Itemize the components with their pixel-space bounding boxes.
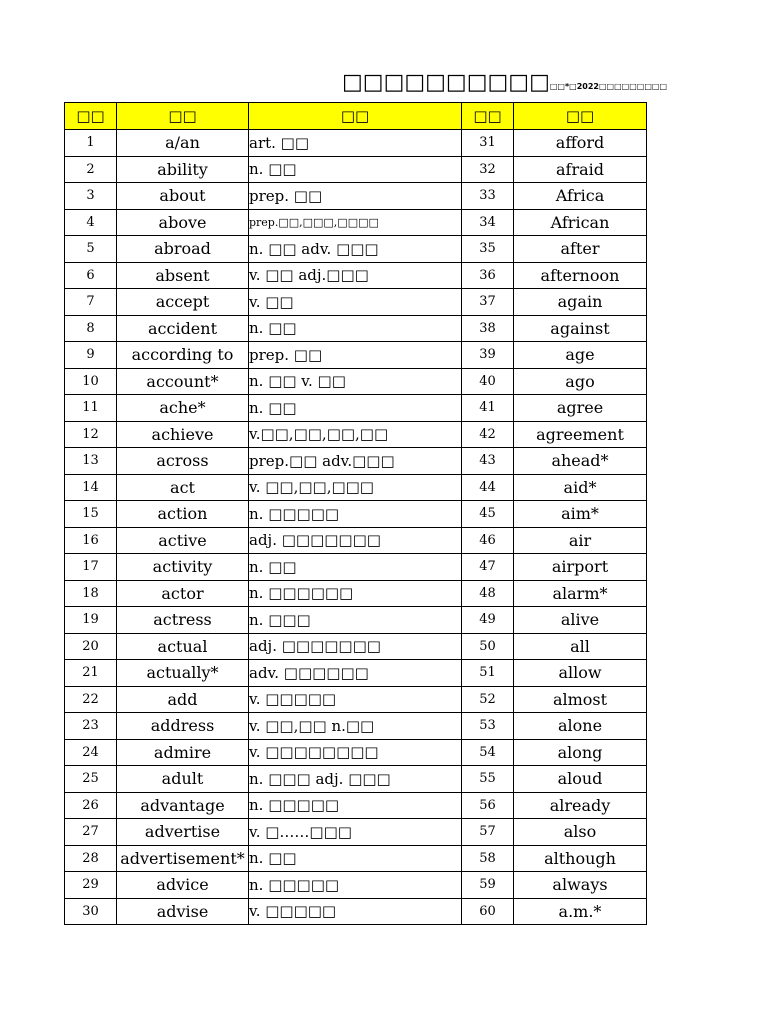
row-number: 22	[65, 686, 117, 713]
row-number: 28	[65, 845, 117, 872]
header-number: □□	[65, 103, 117, 130]
row-number-2: 43	[462, 448, 514, 475]
row-number: 11	[65, 395, 117, 422]
row-number-2: 53	[462, 713, 514, 740]
row-word: abroad	[117, 236, 249, 263]
table-row	[65, 262, 647, 289]
row-number: 1	[65, 130, 117, 157]
row-number-2: 31	[462, 130, 514, 157]
row-number: 7	[65, 289, 117, 316]
row-meaning: n. □□□□□	[249, 792, 462, 819]
table-row	[65, 872, 647, 899]
table-row	[65, 130, 647, 157]
table-row	[65, 660, 647, 687]
row-word: actor	[117, 580, 249, 607]
row-number-2: 38	[462, 315, 514, 342]
row-word-2: a.m.*	[514, 898, 647, 925]
row-word-2: although	[514, 845, 647, 872]
row-number: 14	[65, 474, 117, 501]
row-number-2: 40	[462, 368, 514, 395]
row-word-2: alarm*	[514, 580, 647, 607]
row-number-2: 39	[462, 342, 514, 369]
row-number: 10	[65, 368, 117, 395]
row-meaning: n. □□ adv. □□□	[249, 236, 462, 263]
row-word: advertisement*	[117, 845, 249, 872]
table-row	[65, 713, 647, 740]
row-word: absent	[117, 262, 249, 289]
table-row	[65, 766, 647, 793]
row-word: accident	[117, 315, 249, 342]
row-number-2: 58	[462, 845, 514, 872]
row-number: 23	[65, 713, 117, 740]
row-number: 5	[65, 236, 117, 263]
row-meaning: n. □□ v. □□	[249, 368, 462, 395]
row-meaning: n. □□	[249, 395, 462, 422]
table-row	[65, 845, 647, 872]
table-row	[65, 527, 647, 554]
header-word: □□	[117, 103, 249, 130]
table-row	[65, 289, 647, 316]
table-row	[65, 183, 647, 210]
row-meaning: n. □□□□□	[249, 872, 462, 899]
row-word-2: along	[514, 739, 647, 766]
table-row	[65, 686, 647, 713]
row-word: a/an	[117, 130, 249, 157]
row-meaning: prep. □□	[249, 183, 462, 210]
row-word: adult	[117, 766, 249, 793]
row-number: 8	[65, 315, 117, 342]
row-word: according to	[117, 342, 249, 369]
row-word-2: always	[514, 872, 647, 899]
row-word-2: ago	[514, 368, 647, 395]
row-meaning: n. □□	[249, 315, 462, 342]
table-row	[65, 792, 647, 819]
header-number-2: □□	[462, 103, 514, 130]
row-number: 24	[65, 739, 117, 766]
row-word-2: aim*	[514, 501, 647, 528]
row-word: achieve	[117, 421, 249, 448]
row-meaning: art. □□	[249, 130, 462, 157]
row-word-2: afford	[514, 130, 647, 157]
row-number-2: 52	[462, 686, 514, 713]
row-meaning: v. □□ adj.□□□	[249, 262, 462, 289]
row-word: above	[117, 209, 249, 236]
row-number: 20	[65, 633, 117, 660]
row-meaning: v. □□□□□	[249, 686, 462, 713]
row-number-2: 45	[462, 501, 514, 528]
row-word-2: all	[514, 633, 647, 660]
row-number-2: 34	[462, 209, 514, 236]
row-number: 18	[65, 580, 117, 607]
row-word: about	[117, 183, 249, 210]
row-word: actress	[117, 607, 249, 634]
row-word-2: agreement	[514, 421, 647, 448]
table-row	[65, 580, 647, 607]
row-word: across	[117, 448, 249, 475]
row-word-2: air	[514, 527, 647, 554]
table-row	[65, 236, 647, 263]
row-number-2: 47	[462, 554, 514, 581]
row-number-2: 60	[462, 898, 514, 925]
row-word-2: allow	[514, 660, 647, 687]
title-main: □□□□□□□□□□	[342, 70, 550, 95]
row-number-2: 37	[462, 289, 514, 316]
row-meaning: n. □□□ adj. □□□	[249, 766, 462, 793]
row-word-2: afraid	[514, 156, 647, 183]
row-number-2: 57	[462, 819, 514, 846]
row-number-2: 41	[462, 395, 514, 422]
row-word-2: agree	[514, 395, 647, 422]
row-word: advertise	[117, 819, 249, 846]
table-row	[65, 898, 647, 925]
header-row	[65, 103, 647, 130]
row-word-2: against	[514, 315, 647, 342]
row-word-2: after	[514, 236, 647, 263]
table-row	[65, 633, 647, 660]
row-meaning: n. □□	[249, 156, 462, 183]
row-number: 13	[65, 448, 117, 475]
header-word-2: □□	[514, 103, 647, 130]
table-row	[65, 156, 647, 183]
row-meaning: n. □□	[249, 554, 462, 581]
row-number: 2	[65, 156, 117, 183]
table-row	[65, 739, 647, 766]
row-number-2: 49	[462, 607, 514, 634]
table-row	[65, 421, 647, 448]
row-word-2: also	[514, 819, 647, 846]
row-meaning: prep.□□,□□□,□□□□	[249, 209, 462, 236]
row-meaning: n. □□□□□	[249, 501, 462, 528]
row-number-2: 54	[462, 739, 514, 766]
row-word-2: age	[514, 342, 647, 369]
row-meaning: v. □□	[249, 289, 462, 316]
row-word: advantage	[117, 792, 249, 819]
row-word: active	[117, 527, 249, 554]
row-word: account*	[117, 368, 249, 395]
row-meaning: prep.□□ adv.□□□	[249, 448, 462, 475]
row-meaning: prep. □□	[249, 342, 462, 369]
row-meaning: adj. □□□□□□□	[249, 527, 462, 554]
row-meaning: n. □□□	[249, 607, 462, 634]
row-number: 3	[65, 183, 117, 210]
row-word: admire	[117, 739, 249, 766]
row-number-2: 59	[462, 872, 514, 899]
row-word: ability	[117, 156, 249, 183]
row-meaning: v. □□,□□,□□□	[249, 474, 462, 501]
row-meaning: v. □……□□□	[249, 819, 462, 846]
row-word-2: already	[514, 792, 647, 819]
row-number-2: 32	[462, 156, 514, 183]
row-number: 26	[65, 792, 117, 819]
row-word: accept	[117, 289, 249, 316]
row-word-2: again	[514, 289, 647, 316]
row-word-2: African	[514, 209, 647, 236]
row-word-2: Africa	[514, 183, 647, 210]
table-row	[65, 554, 647, 581]
table-row	[65, 315, 647, 342]
row-word: action	[117, 501, 249, 528]
row-meaning: v.□□,□□,□□,□□	[249, 421, 462, 448]
row-meaning: v. □□□□□□□□	[249, 739, 462, 766]
row-number-2: 42	[462, 421, 514, 448]
row-word-2: aid*	[514, 474, 647, 501]
row-number: 30	[65, 898, 117, 925]
row-number-2: 44	[462, 474, 514, 501]
row-meaning: adj. □□□□□□□	[249, 633, 462, 660]
table-row	[65, 342, 647, 369]
row-number-2: 46	[462, 527, 514, 554]
row-word-2: alive	[514, 607, 647, 634]
row-number-2: 36	[462, 262, 514, 289]
table-row	[65, 395, 647, 422]
vocabulary-table	[64, 102, 647, 925]
row-word: actual	[117, 633, 249, 660]
row-word-2: almost	[514, 686, 647, 713]
row-word: actually*	[117, 660, 249, 687]
row-number: 12	[65, 421, 117, 448]
row-number: 9	[65, 342, 117, 369]
row-word: advise	[117, 898, 249, 925]
page-title	[342, 70, 667, 95]
row-number: 17	[65, 554, 117, 581]
row-number: 27	[65, 819, 117, 846]
row-meaning: n. □□	[249, 845, 462, 872]
row-number: 25	[65, 766, 117, 793]
row-word-2: alone	[514, 713, 647, 740]
row-number: 29	[65, 872, 117, 899]
row-word-2: ahead*	[514, 448, 647, 475]
table-row	[65, 607, 647, 634]
table-row	[65, 448, 647, 475]
row-number: 4	[65, 209, 117, 236]
header-meaning: □□	[249, 103, 462, 130]
title-note: □□*□2022□□□□□□□□□	[549, 82, 668, 91]
row-number-2: 56	[462, 792, 514, 819]
row-number-2: 48	[462, 580, 514, 607]
row-number-2: 33	[462, 183, 514, 210]
row-word: add	[117, 686, 249, 713]
row-word: activity	[117, 554, 249, 581]
row-word: address	[117, 713, 249, 740]
row-number-2: 35	[462, 236, 514, 263]
row-number: 6	[65, 262, 117, 289]
row-word: act	[117, 474, 249, 501]
row-number: 19	[65, 607, 117, 634]
row-meaning: n. □□□□□□	[249, 580, 462, 607]
row-number: 21	[65, 660, 117, 687]
row-word-2: afternoon	[514, 262, 647, 289]
row-word-2: aloud	[514, 766, 647, 793]
row-meaning: v. □□,□□ n.□□	[249, 713, 462, 740]
row-number-2: 55	[462, 766, 514, 793]
row-word-2: airport	[514, 554, 647, 581]
table-row	[65, 209, 647, 236]
row-word: advice	[117, 872, 249, 899]
table-row	[65, 819, 647, 846]
table-row	[65, 368, 647, 395]
table-row	[65, 501, 647, 528]
row-number: 16	[65, 527, 117, 554]
row-word: ache*	[117, 395, 249, 422]
row-number: 15	[65, 501, 117, 528]
row-number-2: 50	[462, 633, 514, 660]
row-meaning: v. □□□□□	[249, 898, 462, 925]
row-meaning: adv. □□□□□□	[249, 660, 462, 687]
table-row	[65, 474, 647, 501]
row-number-2: 51	[462, 660, 514, 687]
